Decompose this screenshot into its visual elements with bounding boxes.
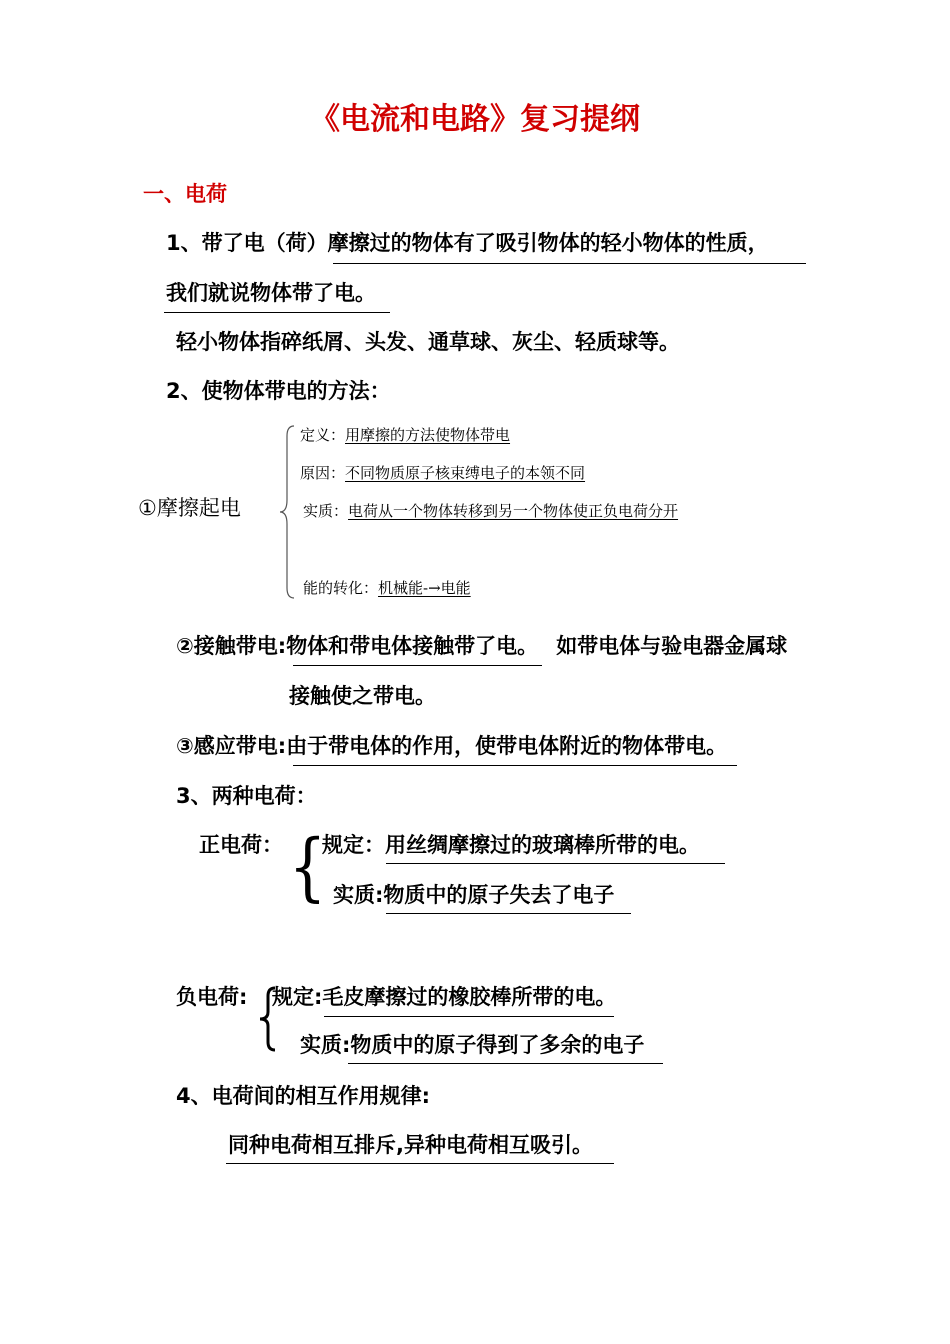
friction-cause-value: 不同物质原子核束缚电子的本领不同: [345, 464, 586, 482]
friction-label: ①摩擦起电: [138, 496, 241, 520]
friction-essence-value: 电荷从一个物体转移到另一个物体使正负电荷分开: [348, 502, 679, 520]
item3-heading: 3、两种电荷：: [176, 784, 317, 808]
contact-extra: 如带电体与验电器金属球: [556, 634, 788, 658]
positive-rule-value: 用丝绸摩擦过的玻璃棒所带的电。: [385, 833, 700, 857]
negative-essence: [300, 1031, 644, 1059]
friction-cause-label: 原因：: [300, 464, 346, 482]
induction-underline: [293, 765, 737, 766]
item4-heading: 4、电荷间的相互作用规律:: [176, 1084, 431, 1108]
friction-cause: [300, 463, 585, 483]
item1-line2: 我们就说物体带了电。: [166, 281, 376, 305]
item4-value: 同种电荷相互排斥,异种电荷相互吸引。: [228, 1133, 593, 1157]
positive-essence: [333, 881, 614, 909]
positive-essence-label: 实质:: [333, 883, 384, 907]
negative-rule-label: 规定:: [272, 985, 323, 1009]
page-title: 《电流和电路》复习提纲: [310, 102, 640, 137]
contact-value: 物体和带电体接触带了电。: [286, 634, 539, 658]
contact-extra-line2: 接触使之带电。: [289, 684, 436, 708]
positive-charge-label: 正电荷：: [199, 833, 283, 857]
item1-line1: 1、带了电（荷）摩擦过的物体有了吸引物体的轻小物体的性质，: [166, 231, 769, 255]
friction-essence-label: 实质：: [303, 502, 349, 520]
friction-definition-value: 用摩擦的方法使物体带电: [345, 426, 511, 444]
negative-rule: [272, 983, 616, 1011]
friction-brace: [278, 424, 298, 600]
positive-rule-underline: [386, 863, 725, 864]
negative-rule-underline: [324, 1016, 614, 1017]
positive-essence-value: 物质中的原子失去了电子: [383, 883, 615, 907]
positive-rule-label: 规定：: [322, 833, 385, 857]
contact-label: ②接触带电:: [176, 634, 287, 658]
negative-essence-value: 物质中的原子得到了多余的电子: [350, 1033, 645, 1057]
negative-essence-underline: [348, 1063, 663, 1064]
item1-note: 轻小物体指碎纸屑、头发、通草球、灰尘、轻质球等。: [176, 330, 680, 354]
item4-underline: [226, 1163, 614, 1164]
friction-energy-value: 机械能-→电能: [378, 579, 471, 597]
friction-essence: [303, 501, 678, 521]
item1-line2-underline: [164, 312, 390, 313]
positive-rule: [322, 831, 700, 859]
positive-charge-brace: {: [288, 824, 327, 910]
contact-underline: [293, 665, 542, 666]
item1-line1-underline: [333, 263, 806, 264]
item2-heading: 2、使物体带电的方法：: [166, 379, 391, 403]
contact-charging: [176, 632, 787, 660]
positive-essence-underline: [386, 913, 631, 914]
induction-charging: [176, 732, 727, 760]
friction-definition-label: 定义：: [300, 426, 346, 444]
induction-value: 由于带电体的作用，使带电体附近的物体带电。: [286, 734, 728, 758]
induction-label: ③感应带电:: [176, 734, 287, 758]
negative-charge-label: 负电荷:: [176, 985, 248, 1009]
negative-rule-value: 毛皮摩擦过的橡胶棒所带的电。: [322, 985, 617, 1009]
friction-energy: [303, 578, 471, 598]
section-heading-charge: 一、电荷: [143, 182, 227, 206]
friction-definition: [300, 425, 510, 445]
negative-essence-label: 实质:: [300, 1033, 351, 1057]
friction-energy-label: 能的转化：: [303, 579, 379, 597]
